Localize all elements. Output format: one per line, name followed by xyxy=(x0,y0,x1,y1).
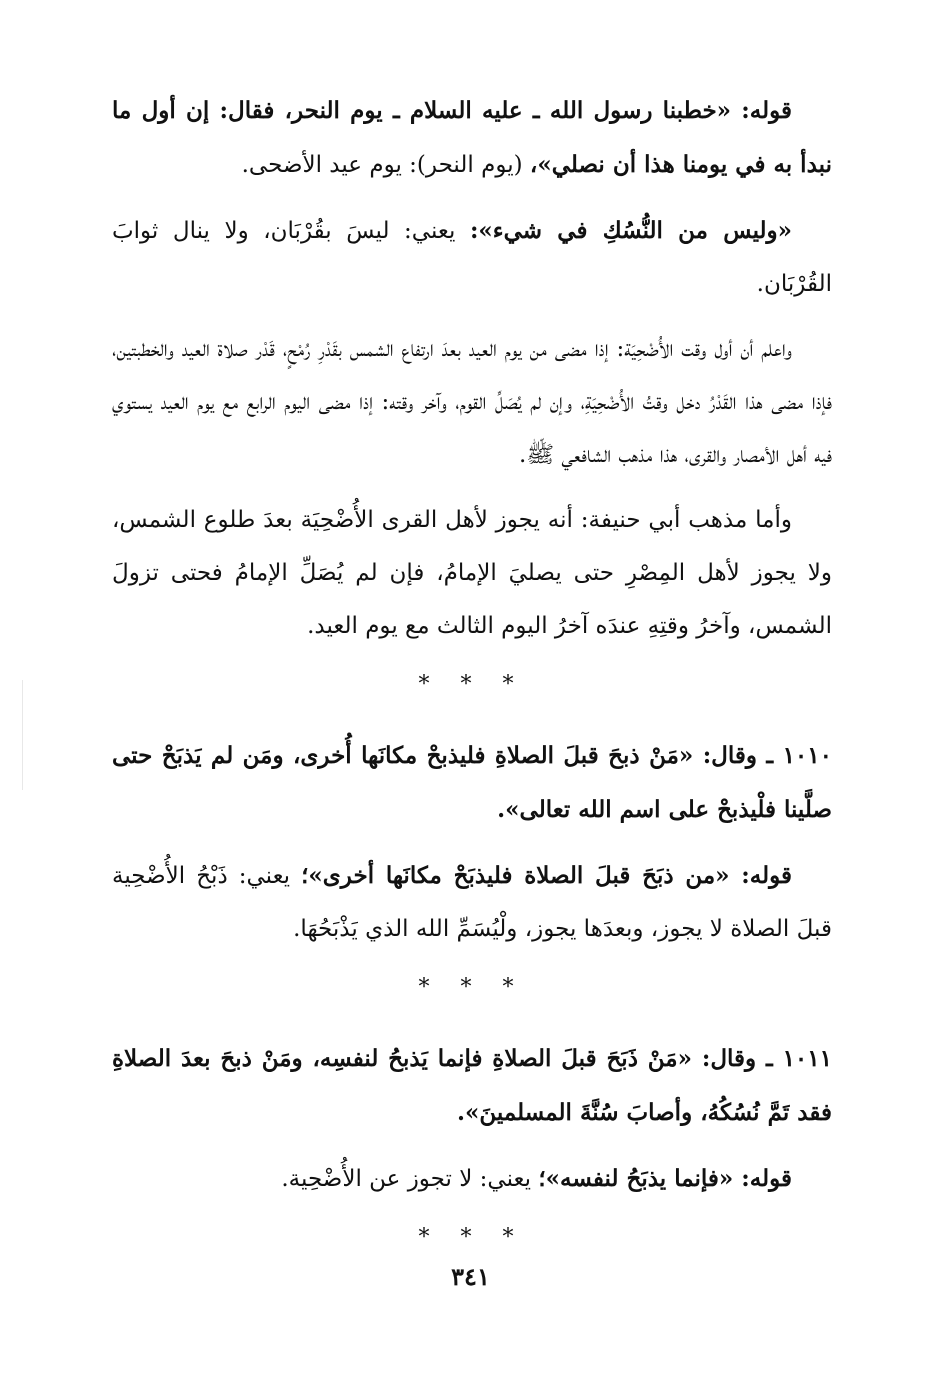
page-body xyxy=(112,84,832,1282)
hadith-text: ١٠١١ ـ وقال: «مَنْ ذَبَحَ قبلَ الصلاةِ فإنما يَذبحُ لنفسِه، ومَنْ ذبحَ بعدَ الصلاةِ فقد تَمَّ نُسُكُهُ، وأصابَ سُنَّةَ المسلمينَ». xyxy=(112,1045,832,1126)
hadith-1011 xyxy=(112,1032,832,1140)
paragraph-hanafi-time xyxy=(112,494,832,653)
paragraph-nusuk xyxy=(112,204,832,311)
paragraph-shafii-time xyxy=(112,323,832,482)
commentary-lead: قوله: «من ذبَحَ قبلَ الصلاة فليذبَحْ مكانَها أخرى»؛ xyxy=(301,862,792,889)
paragraph-text: واعلم أن أول وقت الأُضْحِيَة: إذا مضى من يوم العيد بعدَ ارتفاع الشمس بقَدْرِ رُمْحٍ، قَدْر صلاة العيد والخطبتين، فإذا مضى هذا القَدْرُ دخل وقتُ الأُضْحِيَةِ، وإن لم يُصَلِّ القوم، وآخر وقته: إذا مضى اليوم الرابع مع يوم العيد يستوي فيه أهل الأمصار والقرى، هذا مذهب الشافعي ﷺ. xyxy=(112,336,832,468)
commentary-text: يعني: لا تجوز عن الأُضْحِية. xyxy=(281,1166,539,1192)
commentary-1010 xyxy=(112,849,832,956)
section-separator: * * * xyxy=(418,1225,526,1250)
paragraph-text: (يوم النحر): يوم عيد الأضحى. xyxy=(241,152,530,178)
hadith-1010 xyxy=(112,729,832,837)
paragraph-sermon xyxy=(112,84,832,192)
paragraph-text: وأما مذهب أبي حنيفة: أنه يجوز لأهل القرى الأُضْحِيَة بعدَ طلوع الشمس، ولا يجوز لأهل المِصْرِ حتى يصليَ الإمامُ، فإن لم يُصَلِّ الإمامُ فحتى تزولَ الشمس، وآخرُ وقتِهِ عندَه آخرُ اليوم الثالث مع يوم العيد. xyxy=(112,507,832,639)
commentary-text: يعني: ذَبْحُ الأُضْحِية قبلَ الصلاة لا يجوز، وبعدَها يجوز، ولْيُسَمِّ الله الذي يَذْبَحُهَا. xyxy=(112,863,832,942)
hadith-text: ١٠١٠ ـ وقال: «مَنْ ذبحَ قبلَ الصلاةِ فليذبحْ مكانَها أُخرى، ومَن لم يَذبَحْ حتى صلَّينا فلْيذبحْ على اسم الله تعالى». xyxy=(112,742,832,823)
commentary-1011 xyxy=(112,1152,832,1206)
scan-margin-mark xyxy=(22,680,23,790)
section-separator: * * * xyxy=(418,975,526,1000)
section-separator: * * * xyxy=(418,672,526,697)
paragraph-text: يعني: ليسَ بقُرْبَان، ولا ينال ثوابَ القُرْبَان. xyxy=(112,218,832,297)
paragraph-lead: «وليس من النُّسُكِ في شيء»: xyxy=(469,217,792,244)
commentary-lead: قوله: «فإنما يذبَحُ لنفسه»؛ xyxy=(538,1165,792,1192)
paragraph-lead: قوله: «خطبنا رسول الله ـ عليه السلام ـ يوم النحر، فقال: إن أول ما نبدأ به في يومنا هذا أن نصلي»، xyxy=(112,97,832,178)
page-number: ٣٤١ xyxy=(451,1262,490,1291)
